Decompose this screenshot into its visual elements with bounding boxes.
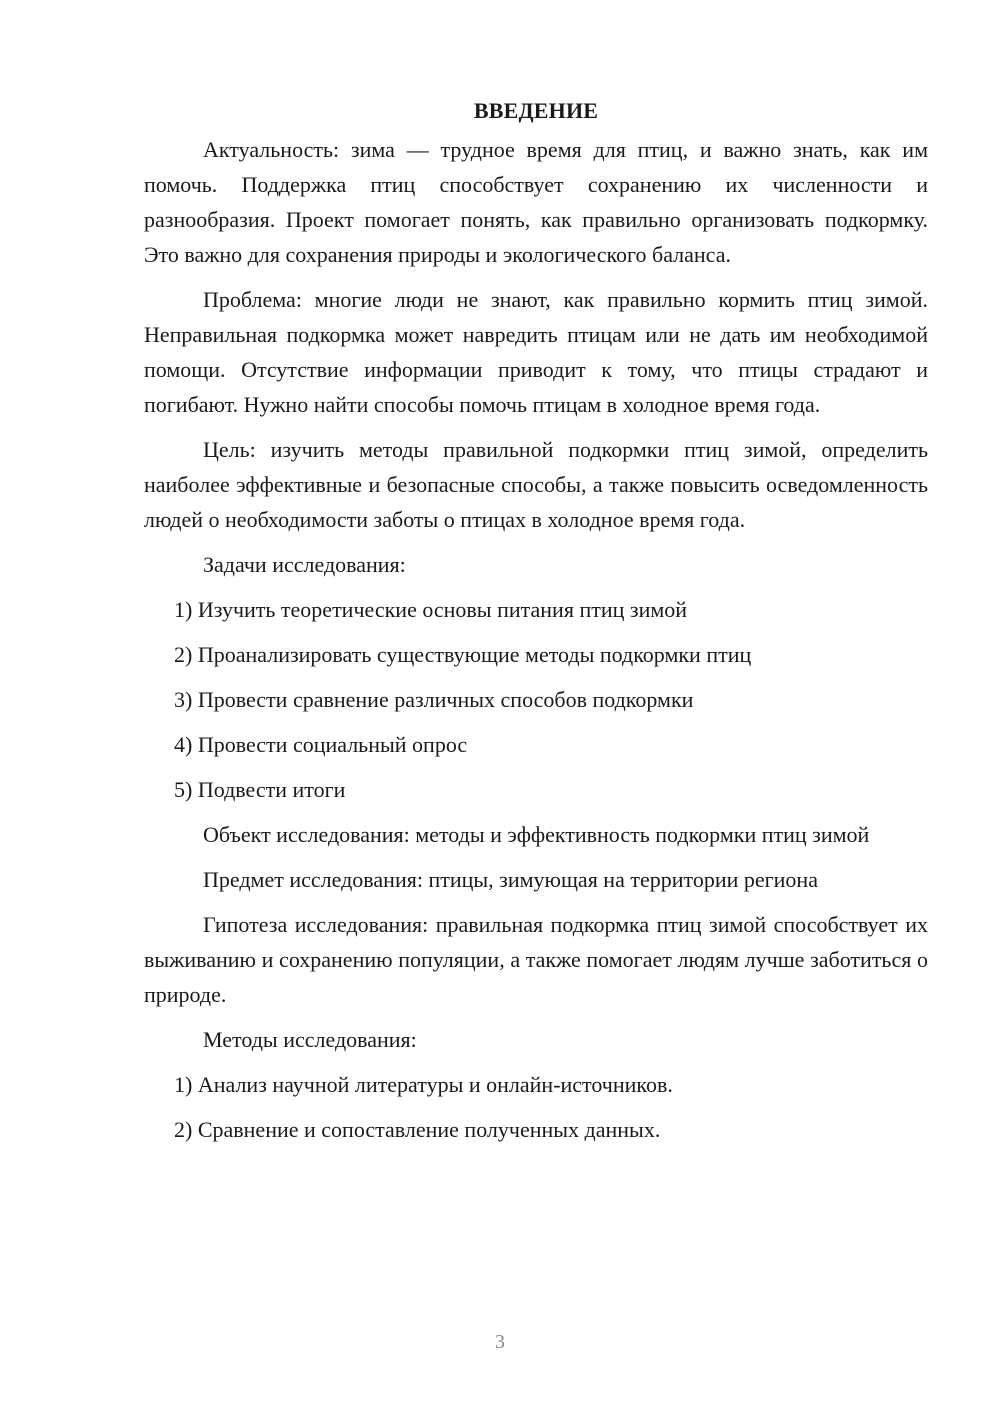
problem-paragraph: Проблема: многие люди не знают, как правильно кормить птиц зимой. Неправильная подкормка может навредить птицам или не дать им необходимой помощи. Отсутствие информации приводит к тому, что птицы страдают и погибают. Нужно найти способы помочь птицам в холодное время года. — [144, 287, 928, 417]
task-item-3: 3) Провести сравнение различных способов подкормки — [174, 687, 694, 712]
tasks-list — [144, 592, 928, 807]
task-item-5: 5) Подвести итоги — [174, 777, 346, 802]
tasks-heading: Задачи исследования: — [203, 552, 406, 577]
methods-list — [144, 1067, 928, 1147]
subject-paragraph: Предмет исследования: птицы, зимующая на территории региона — [203, 867, 818, 892]
method-item-2: 2) Сравнение и сопоставление полученных данных. — [174, 1117, 661, 1142]
goal-paragraph: Цель: изучить методы правильной подкормки птиц зимой, определить наиболее эффективные и безопасные способы, а также повысить осведомленность людей о необходимости заботы о птицах в холодное время года. — [144, 437, 928, 532]
object-paragraph: Объект исследования: методы и эффективность подкормки птиц зимой — [203, 822, 870, 847]
page-number: 3 — [495, 1331, 505, 1353]
methods-heading: Методы исследования: — [203, 1027, 417, 1052]
task-item-2: 2) Проанализировать существующие методы подкормки птиц — [174, 642, 752, 667]
relevance-paragraph: Актуальность: зима — трудное время для птиц, и важно знать, как им помочь. Поддержка птиц способствует сохранению их численности и разнообразия. Проект помогает понять, как правильно организовать подкормку. Это важно для сохранения природы и экологического баланса. — [144, 137, 928, 267]
hypothesis-paragraph: Гипотеза исследования: правильная подкормка птиц зимой способствует их выживанию и сохранению популяции, а также помогает людям лучше заботиться о природе. — [144, 912, 928, 1007]
method-item-1: 1) Анализ научной литературы и онлайн-источников. — [174, 1072, 673, 1097]
document-page — [144, 94, 928, 1157]
task-item-1: 1) Изучить теоретические основы питания птиц зимой — [174, 597, 688, 622]
section-title: ВВЕДЕНИЕ — [473, 98, 599, 123]
task-item-4: 4) Провести социальный опрос — [174, 732, 468, 757]
